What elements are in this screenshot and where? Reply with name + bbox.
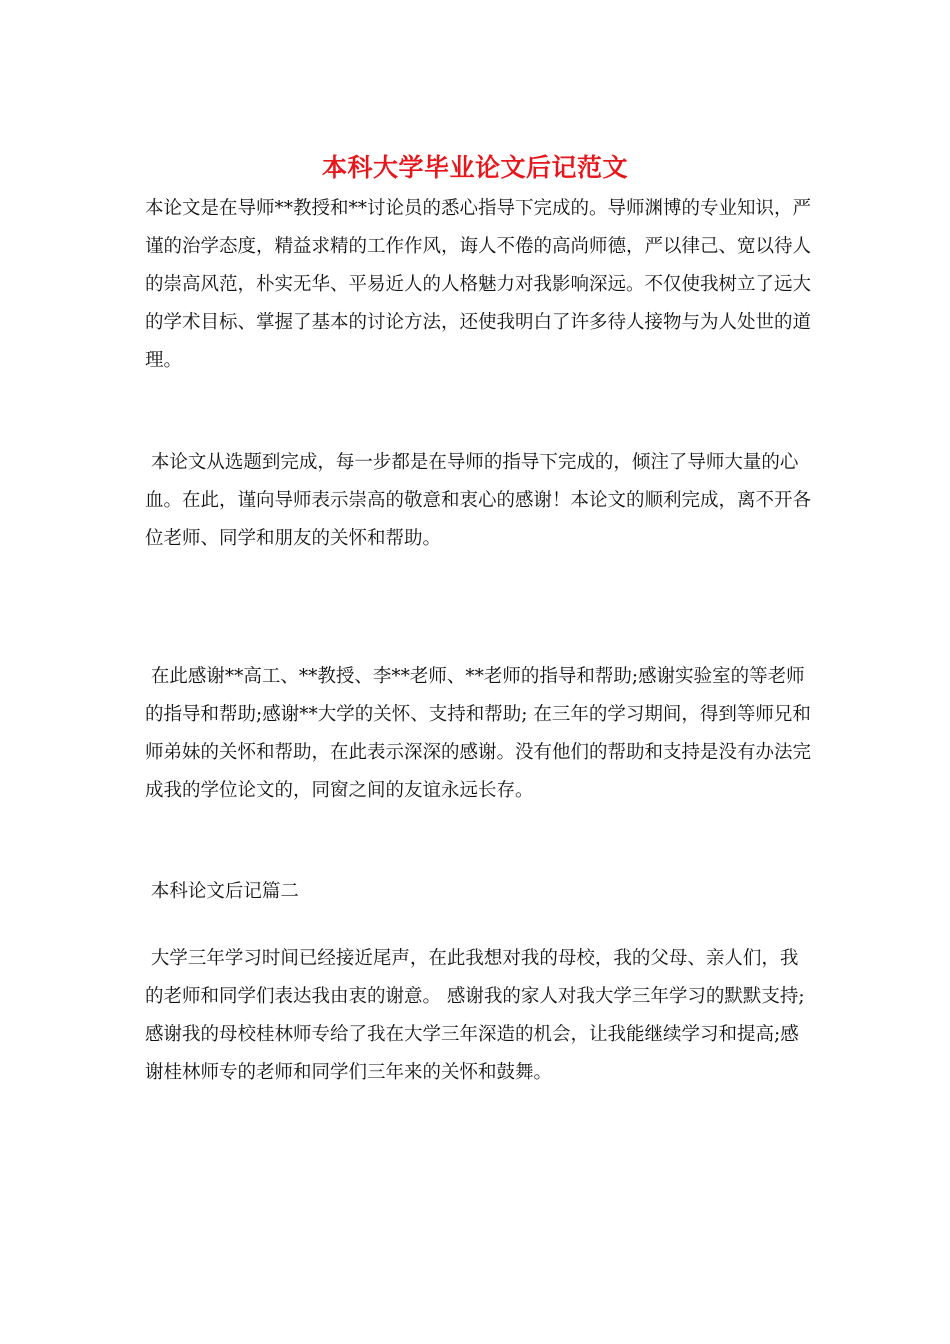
paragraph-thanks-school-family: 大学三年学习时间已经接近尾声，在此我想对我的母校，我的父母、亲人们，我的老师和同学们表达我由衷的谢意。 感谢我的家人对我大学三年学习的默默支持;感谢我的母校桂林师专给了我在大学三年深造的机会，让我能继续学习和提高;感谢桂林师专的老师和同学们三年来的关怀和鼓舞。 <box>145 948 805 1083</box>
paragraph-thesis-completion: 本论文从选题到完成，每一步都是在导师的指导下完成的，倾注了导师大量的心血。在此，谨向导师表示崇高的敬意和衷心的感谢！本论文的顺利完成，离不开各位老师、同学和朋友的关怀和帮助。 <box>145 452 812 549</box>
paragraph-thanks-teachers: 在此感谢**高工、**教授、李**老师、**老师的指导和帮助;感谢实验室的等老师的指导和帮助;感谢**大学的关怀、支持和帮助; 在三年的学习期间，得到等师兄和师弟妹的关怀和帮助，在此表示深深的感谢。没有他们的帮助和支持是没有办法完成我的学位论文的，同窗之间的友谊永远长存。 <box>145 666 812 801</box>
document-title: 本科大学毕业论文后记范文 <box>321 153 628 182</box>
section-heading-part-two: 本科论文后记篇二 <box>145 881 299 902</box>
paragraph-acknowledgement-advisor: 本论文是在导师**教授和**讨论员的悉心指导下完成的。导师渊博的专业知识，严谨的治学态度，精益求精的工作作风，诲人不倦的高尚师德，严以律己、宽以待人的崇高风范，朴实无华、平易近人的人格魅力对我影响深远。不仅使我树立了远大的学术目标、掌握了基本的讨论方法，还使我明白了许多待人接物与为人处世的道理。 <box>145 198 812 371</box>
